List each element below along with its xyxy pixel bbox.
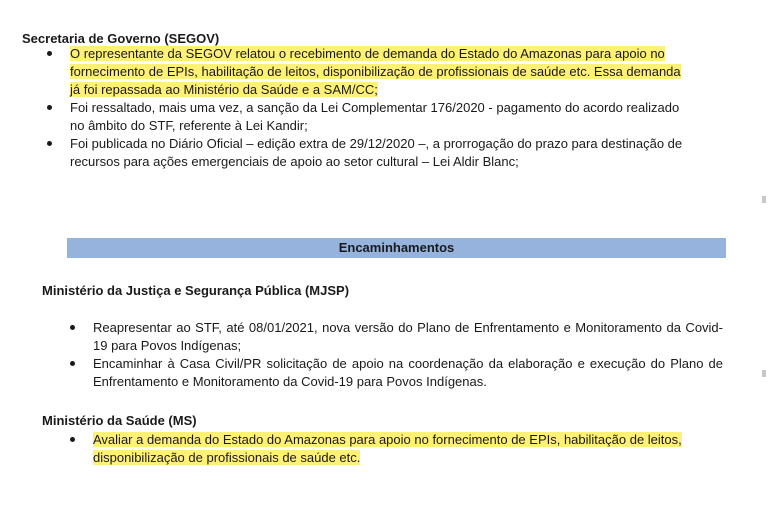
list-item	[93, 355, 723, 391]
highlighted-text: Avaliar a demanda do Estado do Amazonas para apoio no fornecimento de EPIs, habilitação de leitos, disponibilização de profissionais de saúde etc.	[93, 432, 682, 465]
bullet-icon	[47, 105, 52, 110]
bullet-icon	[70, 325, 75, 330]
bullet-icon	[70, 361, 75, 366]
segov-list	[70, 45, 692, 171]
list-item	[70, 135, 692, 171]
mjsp-list	[93, 319, 723, 391]
list-item	[93, 431, 727, 467]
ms-heading: Ministério da Saúde (MS)	[42, 413, 197, 428]
highlighted-text: O representante da SEGOV relatou o recebimento de demanda do Estado do Amazonas para apoio no fornecimento de EPIs, habilitação de leitos, disponibilização de profissionais de saúde etc. Essa demanda já foi repassada ao Ministério da Saúde e a SAM/CC;	[70, 46, 681, 97]
list-item-text: Foi ressaltado, mais uma vez, a sanção da Lei Complementar 176/2020 - pagamento do acordo realizado no âmbito do STF, referente à Lei Kandir;	[70, 100, 680, 133]
list-item-text: Reapresentar ao STF, até 08/01/2021, nova versão do Plano de Enfrentamento e Monitoramento da Covid-19 para Povos Indígenas;	[93, 320, 723, 353]
page-edge-mark	[762, 370, 766, 377]
bullet-icon	[47, 141, 52, 146]
page-edge-mark	[762, 196, 766, 203]
bullet-icon	[47, 51, 52, 56]
bullet-icon	[70, 437, 75, 442]
list-item	[70, 99, 692, 135]
encaminhamentos-header: Encaminhamentos	[67, 238, 726, 258]
list-item	[70, 45, 692, 99]
list-item-text: Encaminhar à Casa Civil/PR solicitação de apoio na coordenação da elaboração e execução do Plano de Enfrentamento e Monitoramento da Covid-19 para Povos Indígenas.	[93, 356, 723, 389]
list-item	[93, 319, 723, 355]
list-item-text: Foi publicada no Diário Oficial – edição extra de 29/12/2020 –, a prorrogação do prazo para destinação de recursos para ações emergenciais de apoio ao setor cultural – Lei Aldir Blanc;	[70, 136, 683, 169]
segov-heading: Secretaria de Governo (SEGOV)	[22, 31, 220, 46]
mjsp-heading: Ministério da Justiça e Segurança Pública (MJSP)	[42, 283, 350, 298]
ms-list	[93, 431, 727, 467]
